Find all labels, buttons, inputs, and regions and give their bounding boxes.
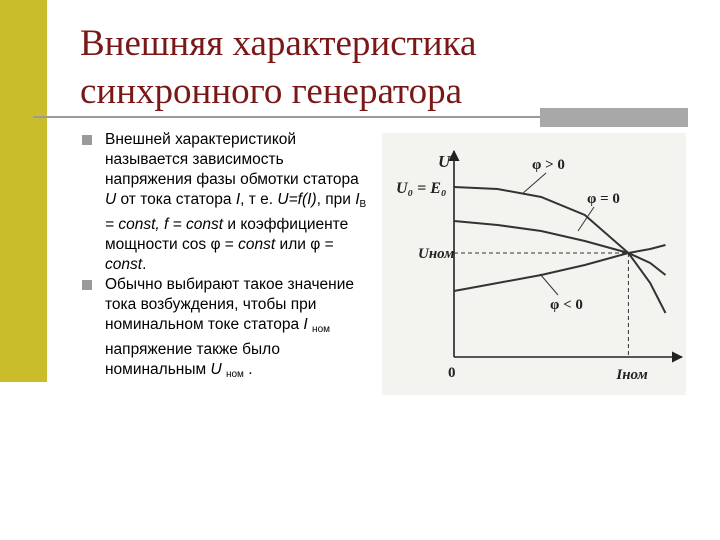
square-bullet-icon xyxy=(82,280,92,290)
u-nom-label: Uном xyxy=(418,246,455,262)
slide-title xyxy=(80,20,700,116)
bullet-2-text: напряжение также было номинальным xyxy=(105,341,281,378)
title-line-1: Внешняя характеристика xyxy=(80,23,477,64)
leader-phi-gt-0 xyxy=(522,173,546,194)
bullet-2-subscript: ном xyxy=(225,369,244,380)
left-accent-bar xyxy=(0,0,47,382)
external-characteristic-diagram xyxy=(382,133,686,395)
bullet-1-text: от тока статора xyxy=(116,191,236,208)
leader-phi-lt-0 xyxy=(540,274,558,295)
bullet-list xyxy=(82,130,367,385)
bullet-1-var-ib: I xyxy=(355,191,360,208)
curve-1 xyxy=(454,187,666,313)
axes xyxy=(454,151,682,357)
bullet-1-text: Внешней характеристикой называется зависимость напряжения фазы обмотки статора xyxy=(105,131,359,188)
y-axis-label: U xyxy=(438,152,451,171)
bullet-1-conditions: = const, f = const xyxy=(105,216,224,233)
bullet-2-text: Обычно выбирают такое значение тока возбуждения, чтобы при номинальном токе статора xyxy=(105,276,355,333)
square-bullet-icon xyxy=(82,135,92,145)
u0-e0-label: U₀ = E₀ xyxy=(396,180,447,197)
bullet-1-text: и коэффициенте мощности cos φ = xyxy=(105,216,349,253)
leader-phi-eq-0 xyxy=(578,207,594,231)
curve-label-phi-lt-0: φ < 0 xyxy=(550,297,583,313)
curve-3 xyxy=(454,245,666,291)
bullet-1-const: const xyxy=(238,236,276,253)
title-line-2: синхронного генератора xyxy=(80,71,463,112)
chart-labels xyxy=(396,152,648,383)
bullet-2-var-u: U xyxy=(210,361,226,378)
bullet-1-var-i: I xyxy=(235,191,241,208)
i-nom-label: Iном xyxy=(616,367,648,383)
bullet-item-1 xyxy=(82,130,367,275)
bullet-1-text: . xyxy=(142,256,147,273)
bullet-2-var-i: I xyxy=(303,316,313,333)
guide-lines xyxy=(454,253,628,357)
bullet-1-var-u: U xyxy=(105,191,117,208)
bullet-1-formula: U=f(I) xyxy=(277,191,317,208)
curves xyxy=(454,187,666,313)
bullet-1-text: , т е. xyxy=(240,191,278,208)
title-accent-square xyxy=(540,108,688,127)
curve-label-phi-gt-0: φ > 0 xyxy=(532,157,565,173)
bullet-item-2 xyxy=(82,275,367,385)
origin-label: 0 xyxy=(448,365,456,381)
curve-label-phi-eq-0: φ = 0 xyxy=(587,191,620,207)
bullet-1-text: или φ = xyxy=(275,236,334,253)
bullet-1-subscript: B xyxy=(359,199,367,210)
curve-2 xyxy=(454,221,666,275)
bullet-2-subscript: ном xyxy=(312,324,331,335)
bullet-1-text: , при xyxy=(316,191,356,208)
bullet-1-const: const xyxy=(105,256,143,273)
bullet-2-text: . xyxy=(243,361,253,378)
